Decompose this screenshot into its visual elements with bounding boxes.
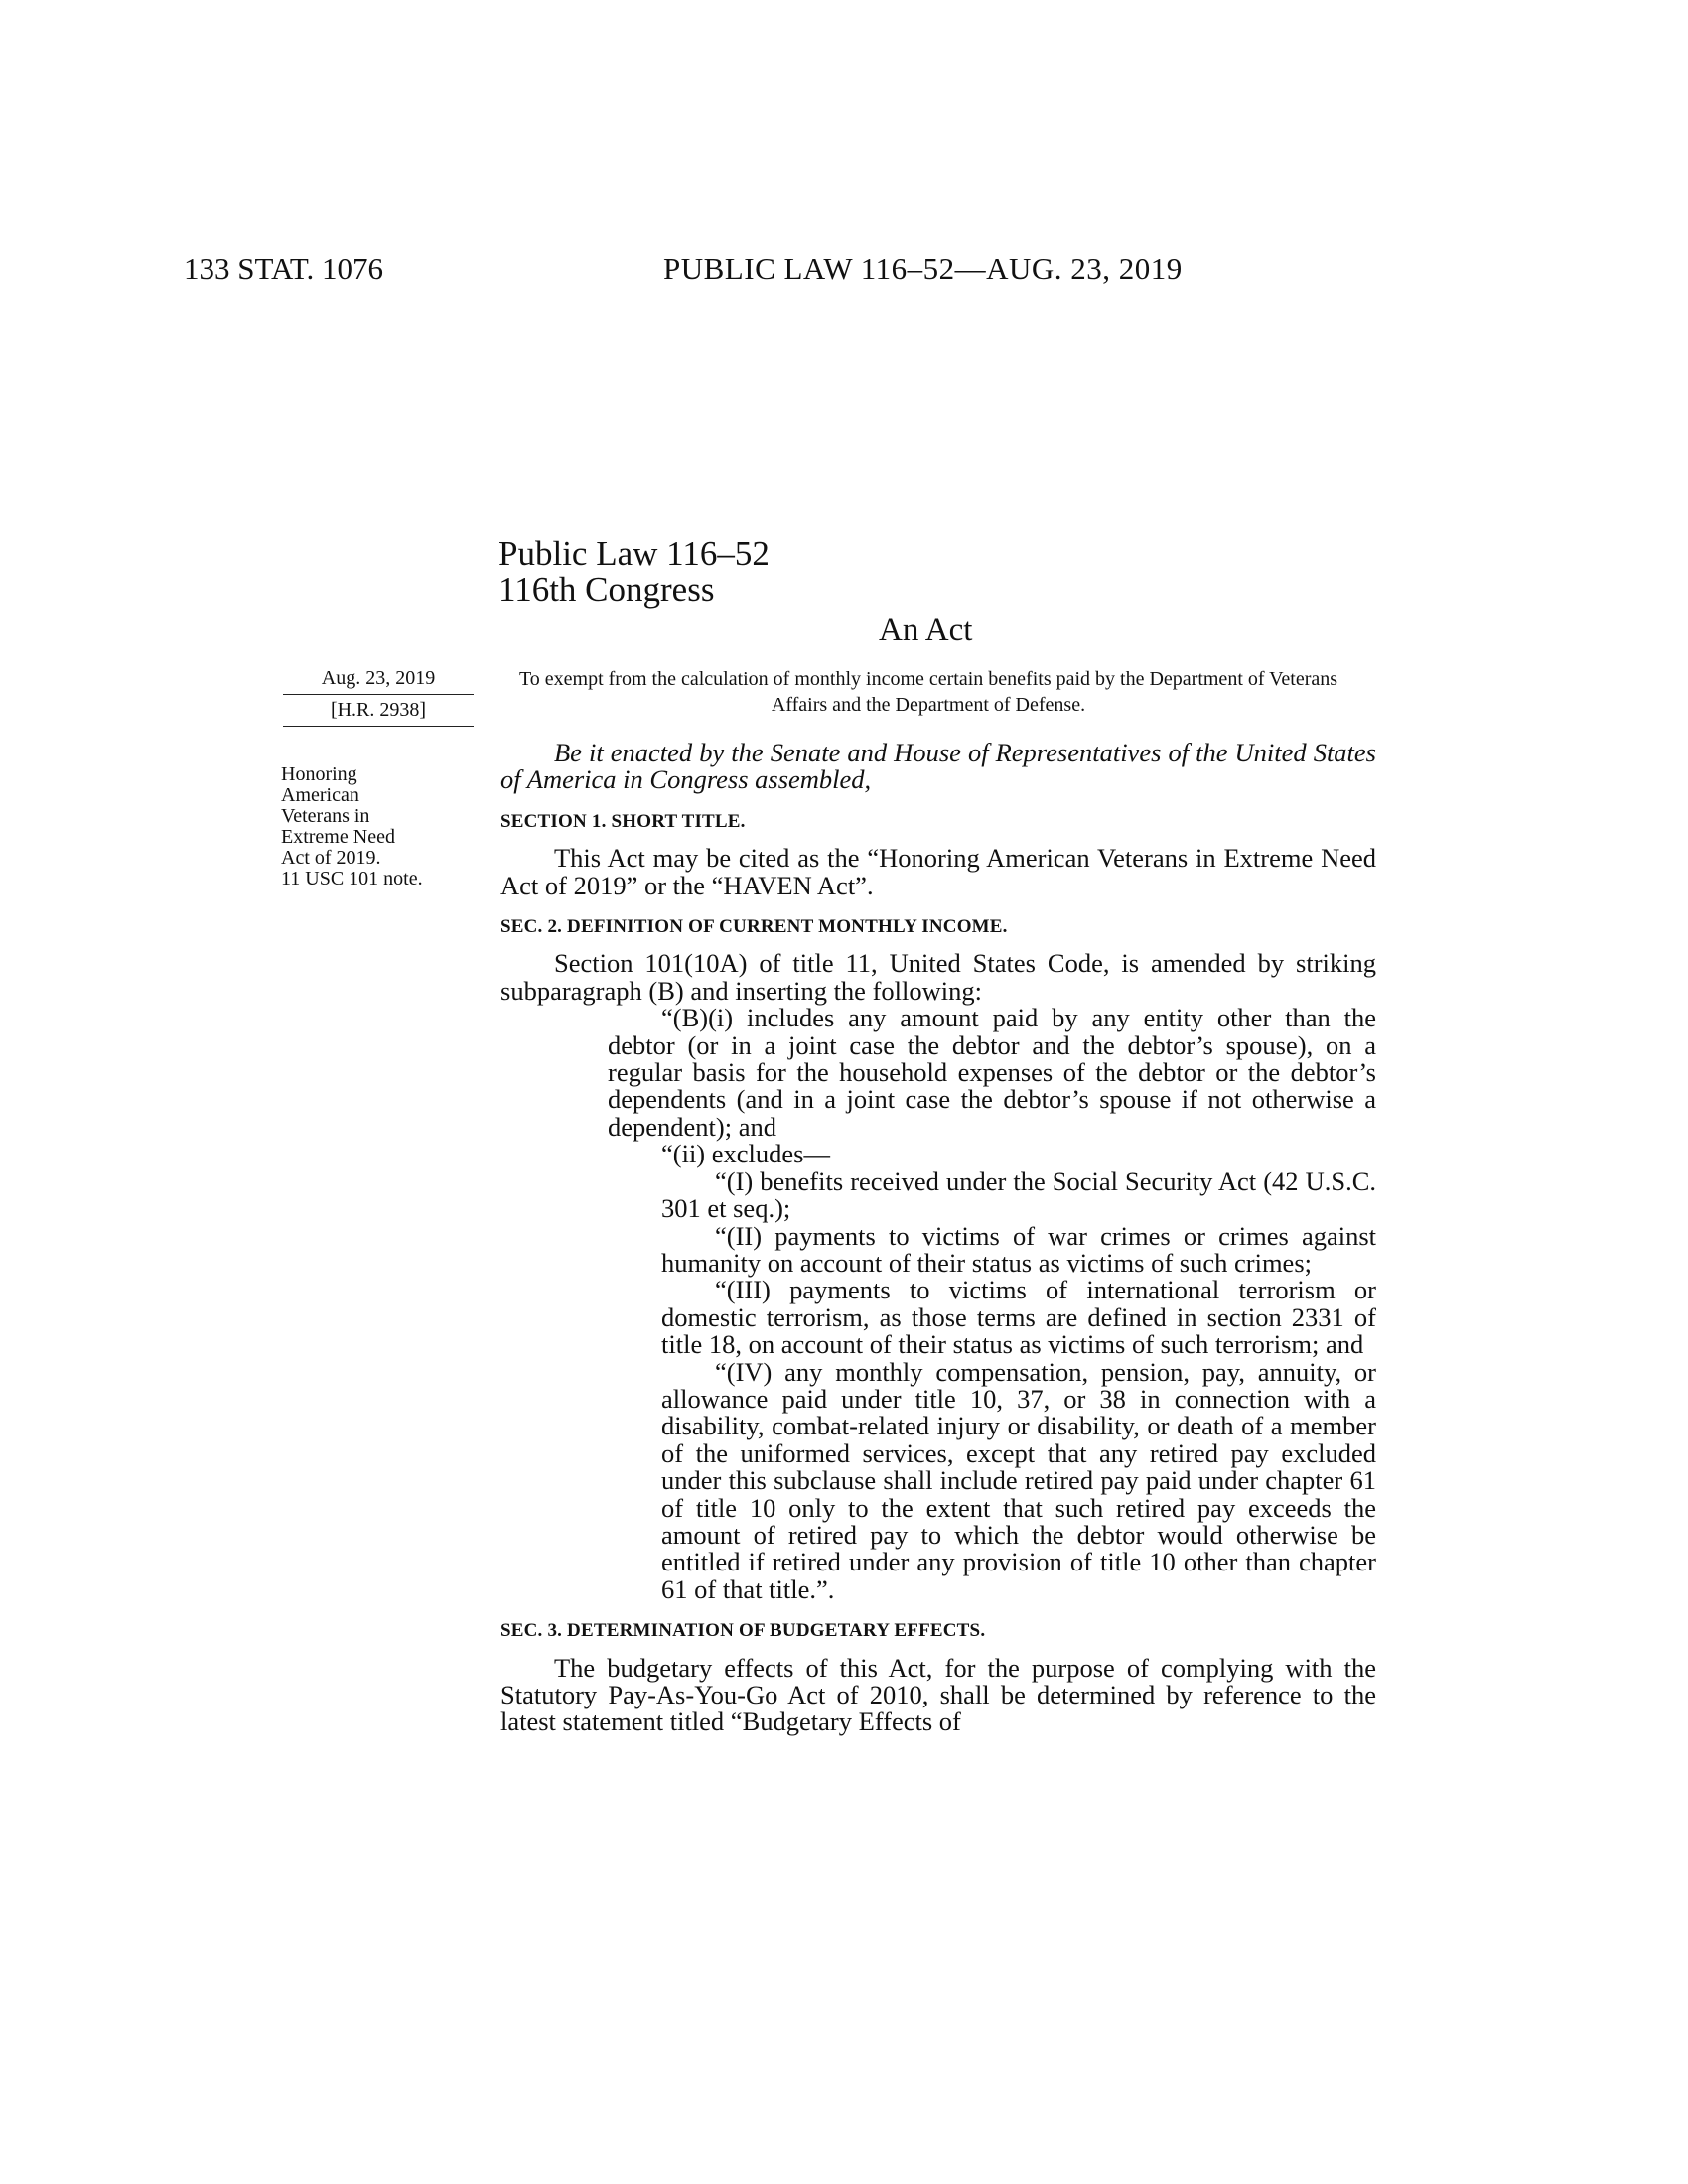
act-body <box>500 740 1376 1736</box>
running-head-law-date: PUBLIC LAW 116–52—AUG. 23, 2019 <box>663 251 1183 286</box>
running-header <box>0 251 1688 291</box>
an-act-heading: An Act <box>879 613 973 648</box>
margin-note-line: Act of 2019. <box>281 847 381 869</box>
clause-ii: “(ii) excludes— <box>661 1139 830 1169</box>
section-2-heading: SEC. 2. DEFINITION OF CURRENT MONTHLY INCOME. <box>500 916 1008 938</box>
subclause-IV: “(IV) any monthly compensation, pension, pay, annuity, or allowance paid under title 10, 37, or 38 in connection with a disability, combat-related injury or disability, or death of a member of the uniformed services, except that any retired pay excluded under this subclause shall include retired pay paid under chapter 61 of title 10 only to the extent that such retired pay exceeds the amount of retired pay to which the debtor would otherwise be entitled if retired under any provision of title 10 other than chapter 61 of that title.”. <box>661 1356 1376 1604</box>
subclause-III: “(III) payments to victims of international terrorism or domestic terrorism, as those terms are defined in section 2331 of title 18, on account of their status as victims of such terrorism; and <box>661 1275 1376 1360</box>
subparagraph-b-clause-i <box>500 1005 1376 1141</box>
margin-note-line: 11 USC 101 note. <box>281 868 423 889</box>
approval-date: Aug. 23, 2019 <box>283 665 474 695</box>
subclause-II: “(II) payments to victims of war crimes or crimes against humanity on account of their status as victims of such crimes; <box>661 1220 1376 1278</box>
section-3-text: The budgetary effects of this Act, for the purpose of complying with the Statutory Pay-As-You-Go Act of 2010, shall be determined by reference to the latest statement titled “Budgetary Effects of <box>500 1652 1376 1737</box>
margin-date-bill <box>283 665 474 727</box>
section-3-heading: SEC. 3. DETERMINATION OF BUDGETARY EFFECTS. <box>500 1620 986 1642</box>
margin-note-line: Extreme Need <box>281 826 395 848</box>
section-2-text: Section 101(10A) of title 11, United States Code, is amended by striking subparagraph (B) and inserting the following: <box>500 948 1376 1006</box>
subparagraph-b-text: “(B)(i) includes any amount paid by any entity other than the debtor (or in a joint case the debtor and the debtor’s spouse), on a regular basis for the household expenses of the debtor or the debtor’s dependents (and in a joint case the debtor’s spouse if not otherwise a dependent); and <box>608 1003 1376 1142</box>
margin-notes <box>281 764 480 889</box>
bill-number: [H.R. 2938] <box>283 695 474 727</box>
margin-note-line: Veterans in <box>281 805 370 827</box>
section-1-text: This Act may be cited as the “Honoring American Veterans in Extreme Need Act of 2019” or the “HAVEN Act”. <box>500 843 1376 900</box>
stat-page-number: 133 STAT. 1076 <box>184 251 384 286</box>
margin-note-line: American <box>281 784 359 806</box>
section-1-heading: SECTION 1. SHORT TITLE. <box>500 810 746 832</box>
margin-note-line: Honoring <box>281 763 357 785</box>
public-law-number: Public Law 116–52 <box>498 534 770 573</box>
law-title-block <box>498 536 770 608</box>
congress-label: 116th Congress <box>498 570 715 609</box>
enacting-clause: Be it enacted by the Senate and House of Representatives of the United States of America in Congress assembled, <box>500 738 1376 795</box>
act-purpose: To exempt from the calculation of monthly income certain benefits paid by the Department of Veterans Affairs and the Department of Defense. <box>518 668 1338 716</box>
subclause-I: “(I) benefits received under the Social Security Act (42 U.S.C. 301 et seq.); <box>661 1165 1376 1224</box>
